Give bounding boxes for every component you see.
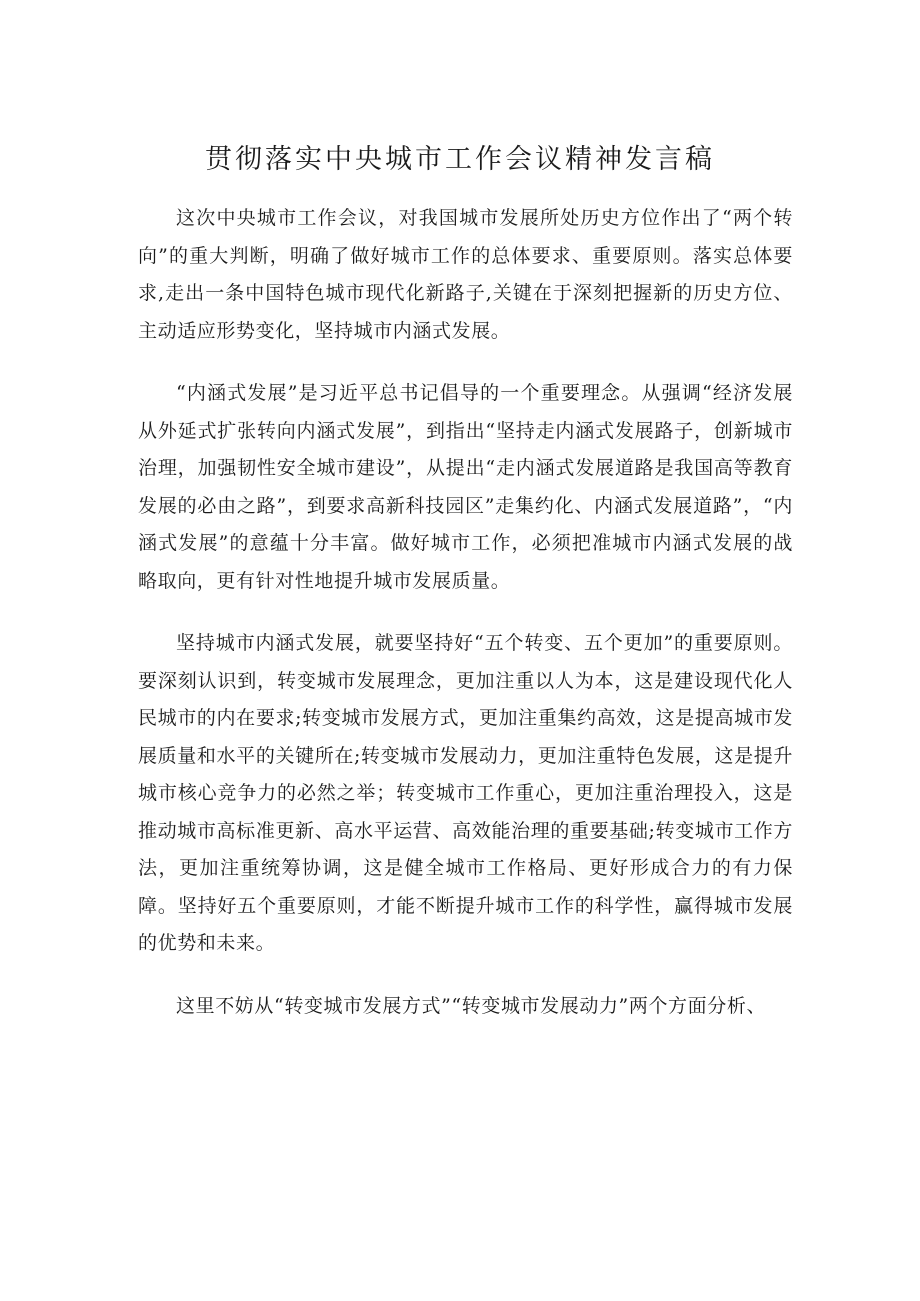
document-body	[138, 200, 793, 1050]
paragraph-1: 这次中央城市工作会议，对我国城市发展所处历史方位作出了“两个转向”的重大判断，明确了做好城市工作的总体要求、重要原则。落实总体要求,走出一条中国特色城市现代化新路子,关键在于深刻把握新的历史方位、主动适应形势变化，坚持城市内涵式发展。	[138, 207, 793, 342]
document-title: 贯彻落实中央城市工作会议精神发言稿	[205, 144, 715, 175]
paragraph-3: 坚持城市内涵式发展，就要坚持好“五个转变、五个更加”的重要原则。要深刻认识到，转变城市发展理念，更加注重以人为本，这是建设现代化人民城市的内在要求;转变城市发展方式，更加注重集约高效，这是提高城市发展质量和水平的关键所在;转变城市发展动力，更加注重特色发展，这是提升城市核心竞争力的必然之举；转变城市工作重心，更加注重治理投入，这是推动城市高标准更新、高水平运营、高效能治理的重要基础;转变城市工作方法，更加注重统筹协调，这是健全城市工作格局、更好形成合力的有力保障。坚持好五个重要原则，才能不断提升城市工作的科学性，赢得城市发展的优势和未来。	[138, 632, 793, 954]
paragraph-4: 这里不妨从“转变城市发展方式”“转变城市发展动力”两个方面分析、	[176, 994, 767, 1017]
paragraph-2: “内涵式发展”是习近平总书记倡导的一个重要理念。从强调“经济发展从外延式扩张转向内涵式发展”，到指出“坚持走内涵式发展路子，创新城市治理，加强韧性安全城市建设”，从提出“走内涵式发展道路是我国高等教育发展的必由之路”，到要求高新科技园区”走集约化、内涵式发展道路”，“内涵式发展”的意蕴十分丰富。做好城市工作，必须把准城市内涵式发展的战略取向，更有针对性地提升城市发展质量。	[138, 382, 793, 592]
